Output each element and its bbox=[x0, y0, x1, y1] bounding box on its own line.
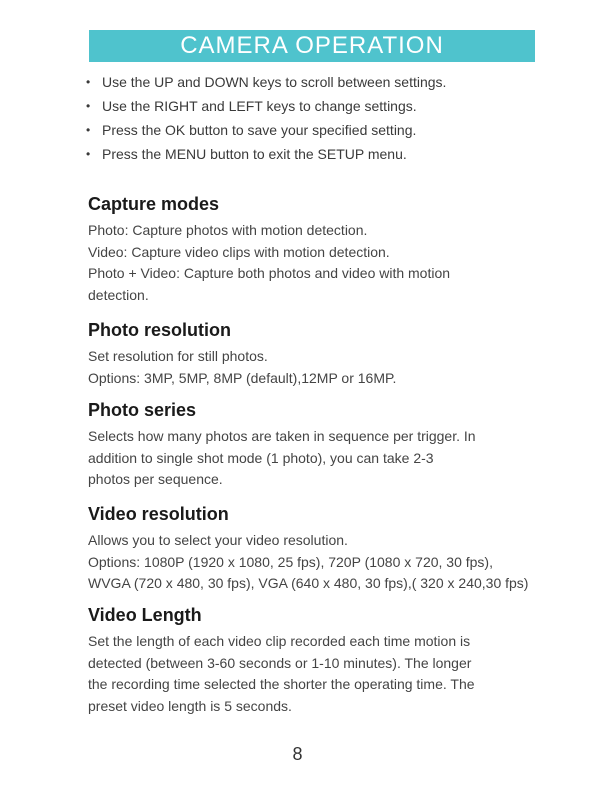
section-line: Set the length of each video clip recorded each time motion is bbox=[88, 633, 471, 649]
section-line: WVGA (720 x 480, 30 fps), VGA (640 x 480, 30 fps),( 320 x 240,30 fps) bbox=[88, 575, 529, 591]
section-heading: Photo series bbox=[88, 400, 197, 420]
section-line: Options: 1080P (1920 x 1080, 25 fps), 720P (1080 x 720, 30 fps), bbox=[88, 553, 493, 570]
page-title-banner bbox=[89, 30, 535, 62]
section-line: preset video length is 5 seconds. bbox=[88, 697, 292, 714]
section-photo-resolution bbox=[88, 318, 558, 389]
instruction-list bbox=[84, 70, 446, 166]
section-video-resolution bbox=[88, 502, 558, 595]
section-line: the recording time selected the shorter the operating time. The bbox=[88, 676, 475, 692]
section-heading: Capture modes bbox=[88, 194, 220, 214]
instruction-item: • Use the RIGHT and LEFT keys to change settings. bbox=[84, 94, 446, 118]
section-line: Selects how many photos are taken in sequence per trigger. In bbox=[88, 428, 476, 444]
section-photo-series bbox=[88, 398, 558, 491]
section-capture-modes bbox=[88, 192, 558, 306]
section-line: Options: 3MP, 5MP, 8MP (default),12MP or 16MP. bbox=[88, 369, 397, 386]
instruction-item: • Press the OK button to save your specified setting. bbox=[84, 118, 446, 142]
section-video-length bbox=[88, 603, 558, 717]
page-number: 8 bbox=[292, 744, 303, 764]
section-line: addition to single shot mode (1 photo), you can take 2-3 bbox=[88, 449, 434, 466]
section-line: Photo + Video: Capture both photos and video with motion bbox=[88, 265, 451, 281]
section-line: detection. bbox=[88, 286, 149, 303]
section-heading: Video resolution bbox=[88, 504, 229, 524]
instruction-item: • Press the MENU button to exit the SETUP menu. bbox=[84, 142, 446, 166]
section-heading: Video Length bbox=[88, 605, 202, 625]
section-line: Video: Capture video clips with motion detection. bbox=[88, 243, 390, 260]
section-line: Photo: Capture photos with motion detection. bbox=[88, 222, 368, 238]
section-line: Set resolution for still photos. bbox=[88, 348, 268, 364]
section-heading: Photo resolution bbox=[88, 320, 231, 340]
instruction-item: • Use the UP and DOWN keys to scroll between settings. bbox=[84, 70, 446, 94]
page-title: CAMERA OPERATION bbox=[180, 32, 444, 59]
section-line: detected (between 3-60 seconds or 1-10 minutes). The longer bbox=[88, 654, 472, 671]
section-line: photos per sequence. bbox=[88, 471, 223, 487]
section-line: Allows you to select your video resolution. bbox=[88, 532, 348, 548]
